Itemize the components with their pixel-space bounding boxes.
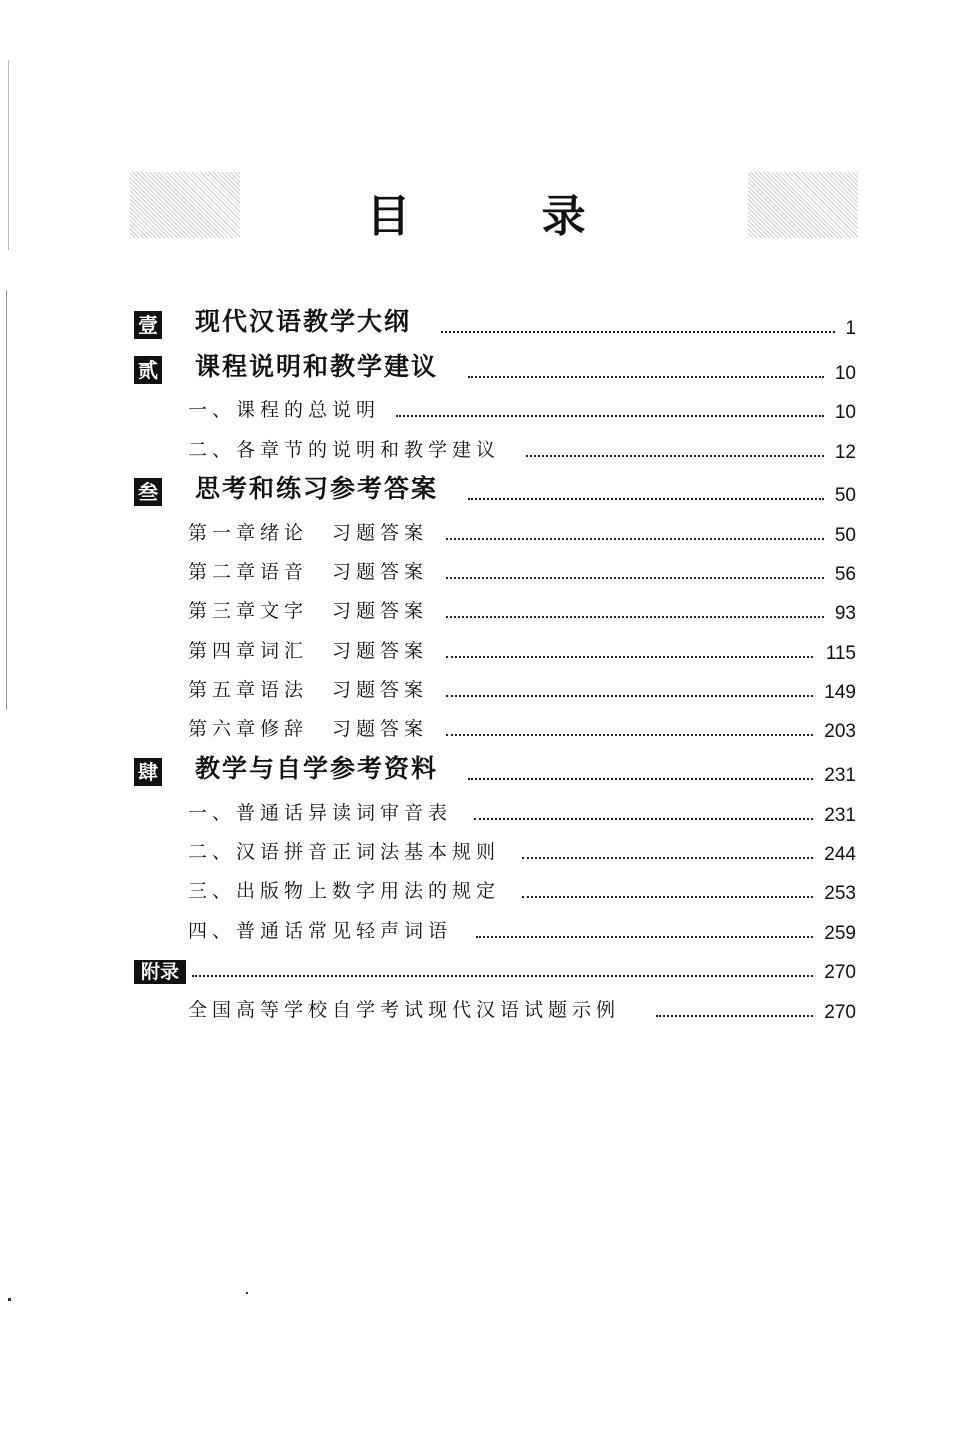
leader-dots <box>468 498 824 500</box>
page-number: 203 <box>824 721 856 742</box>
entry-label: 一、课程的总说明 <box>188 399 381 421</box>
entry-label: 第一章绪论 习题答案 <box>188 522 429 544</box>
entry-label: 现代汉语教学大纲 <box>195 307 412 336</box>
section-badge: 壹 <box>134 311 162 339</box>
page-number: 149 <box>824 682 856 703</box>
leader-dots <box>656 1015 813 1017</box>
entry-label: 课程说明和教学建议 <box>195 352 439 381</box>
leader-dots <box>522 857 813 859</box>
leader-dots <box>474 818 813 820</box>
page-number: 231 <box>824 765 856 786</box>
entry-label: 第六章修辞 习题答案 <box>188 718 429 740</box>
page-number: 270 <box>824 1002 856 1023</box>
leader-dots <box>526 455 824 457</box>
scan-speck <box>246 1292 248 1294</box>
toc-entry[interactable] <box>0 911 960 947</box>
toc-entry[interactable] <box>0 631 960 667</box>
leader-dots <box>522 896 813 898</box>
section-badge: 贰 <box>134 356 162 384</box>
toc-entry[interactable] <box>0 753 960 789</box>
entry-label: 全国高等学校自学考试现代汉语试题示例 <box>188 999 621 1021</box>
entry-label: 二、各章节的说明和教学建议 <box>188 439 501 461</box>
page-number: 12 <box>834 442 856 463</box>
leader-dots <box>446 656 813 658</box>
entry-label: 思考和练习参考答案 <box>195 474 439 503</box>
page-title: 目 录 <box>366 191 644 242</box>
section-badge: 叁 <box>134 478 162 506</box>
page-number: 50 <box>834 485 856 506</box>
page-number: 270 <box>824 962 856 983</box>
toc-entry[interactable] <box>0 351 960 387</box>
page-number: 253 <box>824 883 856 904</box>
toc-entry[interactable] <box>0 591 960 627</box>
toc-entry[interactable] <box>0 793 960 829</box>
leader-dots <box>441 331 835 333</box>
entry-label: 第五章语法 习题答案 <box>188 679 429 701</box>
entry-label: 第三章文字 习题答案 <box>188 600 429 622</box>
scan-speck <box>8 1298 11 1301</box>
leader-dots <box>476 936 813 938</box>
entry-label: 第二章语音 习题答案 <box>188 561 429 583</box>
toc-entry[interactable] <box>0 950 960 986</box>
toc-entry[interactable] <box>0 552 960 588</box>
page-number: 10 <box>834 363 856 384</box>
toc-entry[interactable] <box>0 709 960 745</box>
leader-dots <box>446 538 824 540</box>
toc-entry[interactable] <box>0 990 960 1026</box>
leader-dots <box>396 415 824 417</box>
leader-dots <box>192 975 813 977</box>
page-number: 10 <box>834 402 856 423</box>
toc-entry[interactable] <box>0 513 960 549</box>
toc-entry[interactable] <box>0 390 960 426</box>
page-number: 231 <box>824 805 856 826</box>
leader-dots <box>446 734 813 736</box>
toc-entry[interactable] <box>0 473 960 509</box>
page-number: 115 <box>825 643 856 664</box>
entry-label: 三、出版物上数字用法的规定 <box>188 880 501 902</box>
page-number: 50 <box>834 525 856 546</box>
leader-dots <box>468 376 824 378</box>
entry-label: 第四章词汇 习题答案 <box>188 640 429 662</box>
leader-dots <box>446 577 824 579</box>
leader-dots <box>446 616 824 618</box>
toc-entry[interactable] <box>0 832 960 868</box>
page-number: 244 <box>824 844 856 865</box>
entry-label: 一、普通话异读词审音表 <box>188 802 453 824</box>
toc-entry[interactable] <box>0 670 960 706</box>
entry-label: 四、普通话常见轻声词语 <box>188 920 453 942</box>
toc-entry[interactable] <box>0 871 960 907</box>
page-number: 93 <box>834 603 856 624</box>
toc-entry[interactable] <box>0 306 960 342</box>
section-badge: 附录 <box>134 960 186 984</box>
section-badge: 肆 <box>134 758 162 786</box>
entry-label: 教学与自学参考资料 <box>195 754 439 783</box>
leader-dots <box>468 778 813 780</box>
entry-label: 二、汉语拼音正词法基本规则 <box>188 841 501 863</box>
toc-entry[interactable] <box>0 430 960 466</box>
page-number: 1 <box>845 318 856 339</box>
leader-dots <box>446 695 813 697</box>
page-number: 259 <box>824 923 856 944</box>
page-number: 56 <box>834 564 856 585</box>
